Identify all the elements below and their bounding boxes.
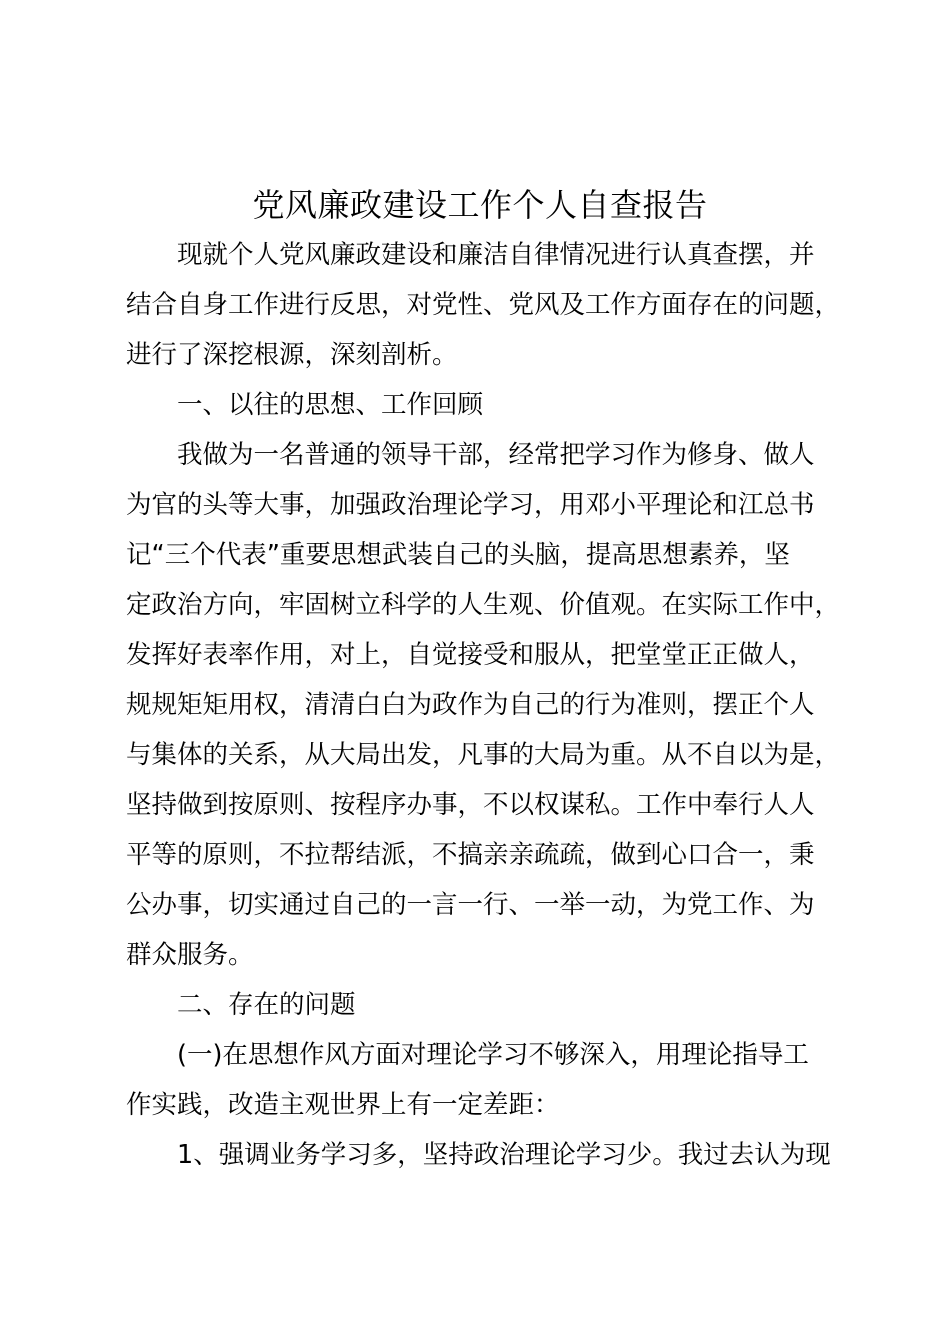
body-line: 群众服务。 <box>126 940 254 970</box>
section-heading: 一、以往的思想、工作回顾 <box>177 390 484 420</box>
body-line: (一)在思想作风方面对理论学习不够深入，用理论指导工 <box>177 1040 809 1070</box>
body-line: 平等的原则，不拉帮结派，不搞亲亲疏疏，做到心口合一，秉 <box>126 840 815 870</box>
body-line: 进行了深挖根源，深刻剖析。 <box>126 340 458 370</box>
section-heading: 二、存在的问题 <box>177 990 356 1020</box>
body-line: 作实践，改造主观世界上有一定差距： <box>126 1090 560 1120</box>
body-line: 为官的头等大事，加强政治理论学习，用邓小平理论和江总书 <box>126 490 815 520</box>
body-line: 结合自身工作进行反思，对党性、党风及工作方面存在的问题， <box>126 290 841 320</box>
body-line: 1、强调业务学习多，坚持政治理论学习少。我过去认为现 <box>177 1140 831 1170</box>
body-line: 现就个人党风廉政建设和廉洁自律情况进行认真查摆，并 <box>177 240 815 270</box>
body-line: 定政治方向，牢固树立科学的人生观、价值观。在实际工作中， <box>126 590 841 620</box>
document-title: 党风廉政建设工作个人自查报告 <box>252 186 708 224</box>
body-line: 坚持做到按原则、按程序办事，不以权谋私。工作中奉行人人 <box>126 790 815 820</box>
body-line: 公办事，切实通过自己的一言一行、一举一动，为党工作、为 <box>126 890 815 920</box>
body-line: 我做为一名普通的领导干部，经常把学习作为修身、做人 <box>177 440 815 470</box>
body-line: 发挥好表率作用，对上，自觉接受和服从，把堂堂正正做人， <box>126 640 815 670</box>
body-line: 与集体的关系，从大局出发，凡事的大局为重。从不自以为是， <box>126 740 841 770</box>
body-line: 规规矩矩用权，清清白白为政作为自己的行为准则，摆正个人 <box>126 690 815 720</box>
body-line: 记“三个代表”重要思想武装自己的头脑，提高思想素养，坚 <box>126 540 790 570</box>
